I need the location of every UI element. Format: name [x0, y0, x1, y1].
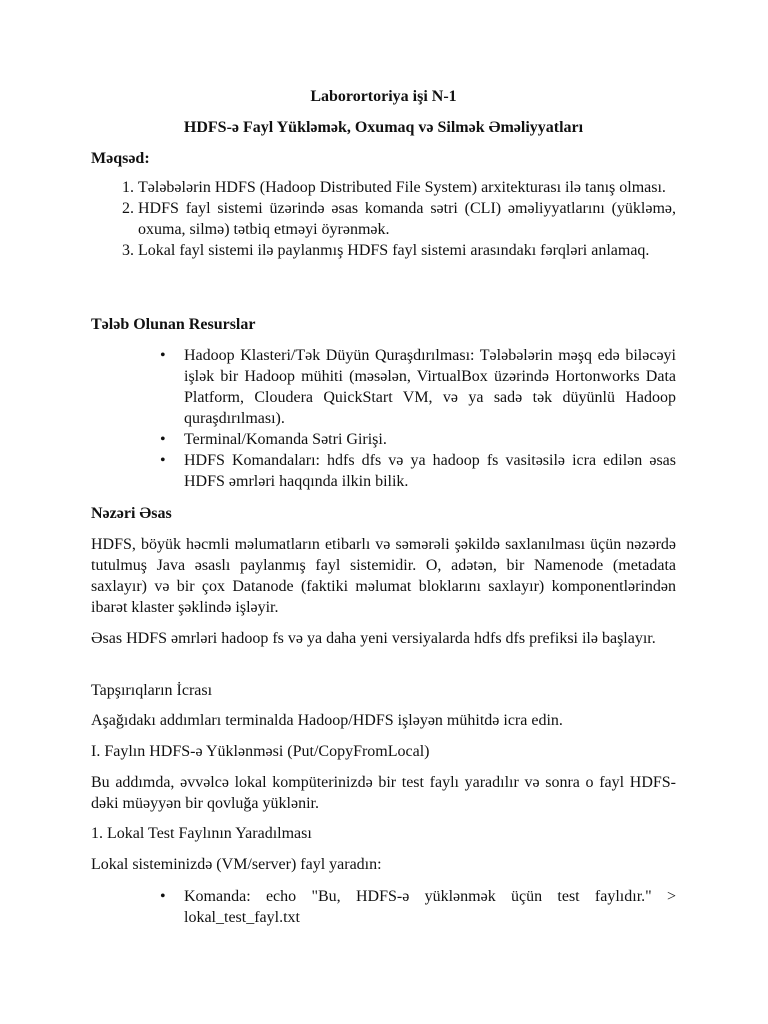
lab-subtitle: HDFS-ə Fayl Yükləmək, Oxumaq və Silmək Əməliyyatları	[183, 119, 584, 136]
goal-item: 1. Tələbələrin HDFS (Hadoop Distributed File System) arxitekturası ilə tanış olması.	[138, 177, 676, 198]
section1-description: Bu addımda, əvvəlcə lokal kompüterinizdə bir test faylı yaradılır və sonra o fayl HDFS-dəki müəyyən bir qovluğa yüklənir.	[91, 774, 676, 812]
resources-list	[91, 345, 676, 492]
resource-item: • HDFS Komandaları: hdfs dfs və ya hadoop fs vasitəsilə icra edilən əsas HDFS əmrləri haqqında ilkin bilik.	[184, 450, 676, 492]
resource-item: • Hadoop Klasteri/Tək Düyün Quraşdırılması: Tələbələrin məşq edə biləcəyi işlək bir Hadoop mühiti (məsələn, VirtualBox üzərində Hortonworks Data Platform, Cloudera QuickStart VM, və ya sadə tək düyünlü Hadoop quraşdırılması).	[184, 345, 676, 429]
goals-list	[91, 177, 676, 261]
step1-command-list	[91, 886, 676, 928]
theory-paragraph-1: HDFS, böyük həcmli məlumatların etibarlı və səmərəli şəkildə saxlanılması üçün nəzərdə tutulmuş Java əsaslı paylanmış fayl sistemidir. O, adətən, bir Namenode (metadata saxlayır) və bir çox Datanode (faktiki məlumat bloklarını saxlayır) komponentlərindən ibarət klaster şəklində işləyir.	[91, 536, 676, 616]
lab-title: Laborortoriya işi N-1	[310, 88, 457, 105]
theory-heading: Nəzəri Əsas	[91, 505, 172, 522]
goal-item: 2. HDFS fayl sistemi üzərində əsas komanda sətri (CLI) əməliyyatlarını (yükləmə, oxuma, silmə) tətbiq etməyi öyrənmək.	[138, 198, 676, 240]
resources-heading: Tələb Olunan Resurslar	[91, 316, 256, 333]
section1-title: I. Faylın HDFS-ə Yüklənməsi (Put/CopyFromLocal)	[91, 743, 430, 760]
resource-item: • Terminal/Komanda Sətri Girişi.	[184, 429, 676, 450]
step1-title: 1. Lokal Test Faylının Yaradılması	[91, 825, 312, 842]
goal-heading: Məqsəd:	[91, 150, 150, 167]
step1-command: • Komanda: echo "Bu, HDFS-ə yüklənmək üçün test faylıdır." > lokal_test_fayl.txt	[184, 886, 676, 928]
tasks-label: Tapşırıqların İcrası	[91, 682, 213, 699]
tasks-intro: Aşağıdakı addımları terminalda Hadoop/HDFS işləyən mühitdə icra edin.	[91, 712, 563, 729]
theory-paragraph-2: Əsas HDFS əmrləri hadoop fs və ya daha yeni versiyalarda hdfs dfs prefiksi ilə başlayır.	[91, 630, 656, 647]
step1-description: Lokal sisteminizdə (VM/server) fayl yaradın:	[91, 856, 382, 873]
goal-item: 3. Lokal fayl sistemi ilə paylanmış HDFS fayl sistemi arasındakı fərqləri anlamaq.	[138, 240, 676, 261]
